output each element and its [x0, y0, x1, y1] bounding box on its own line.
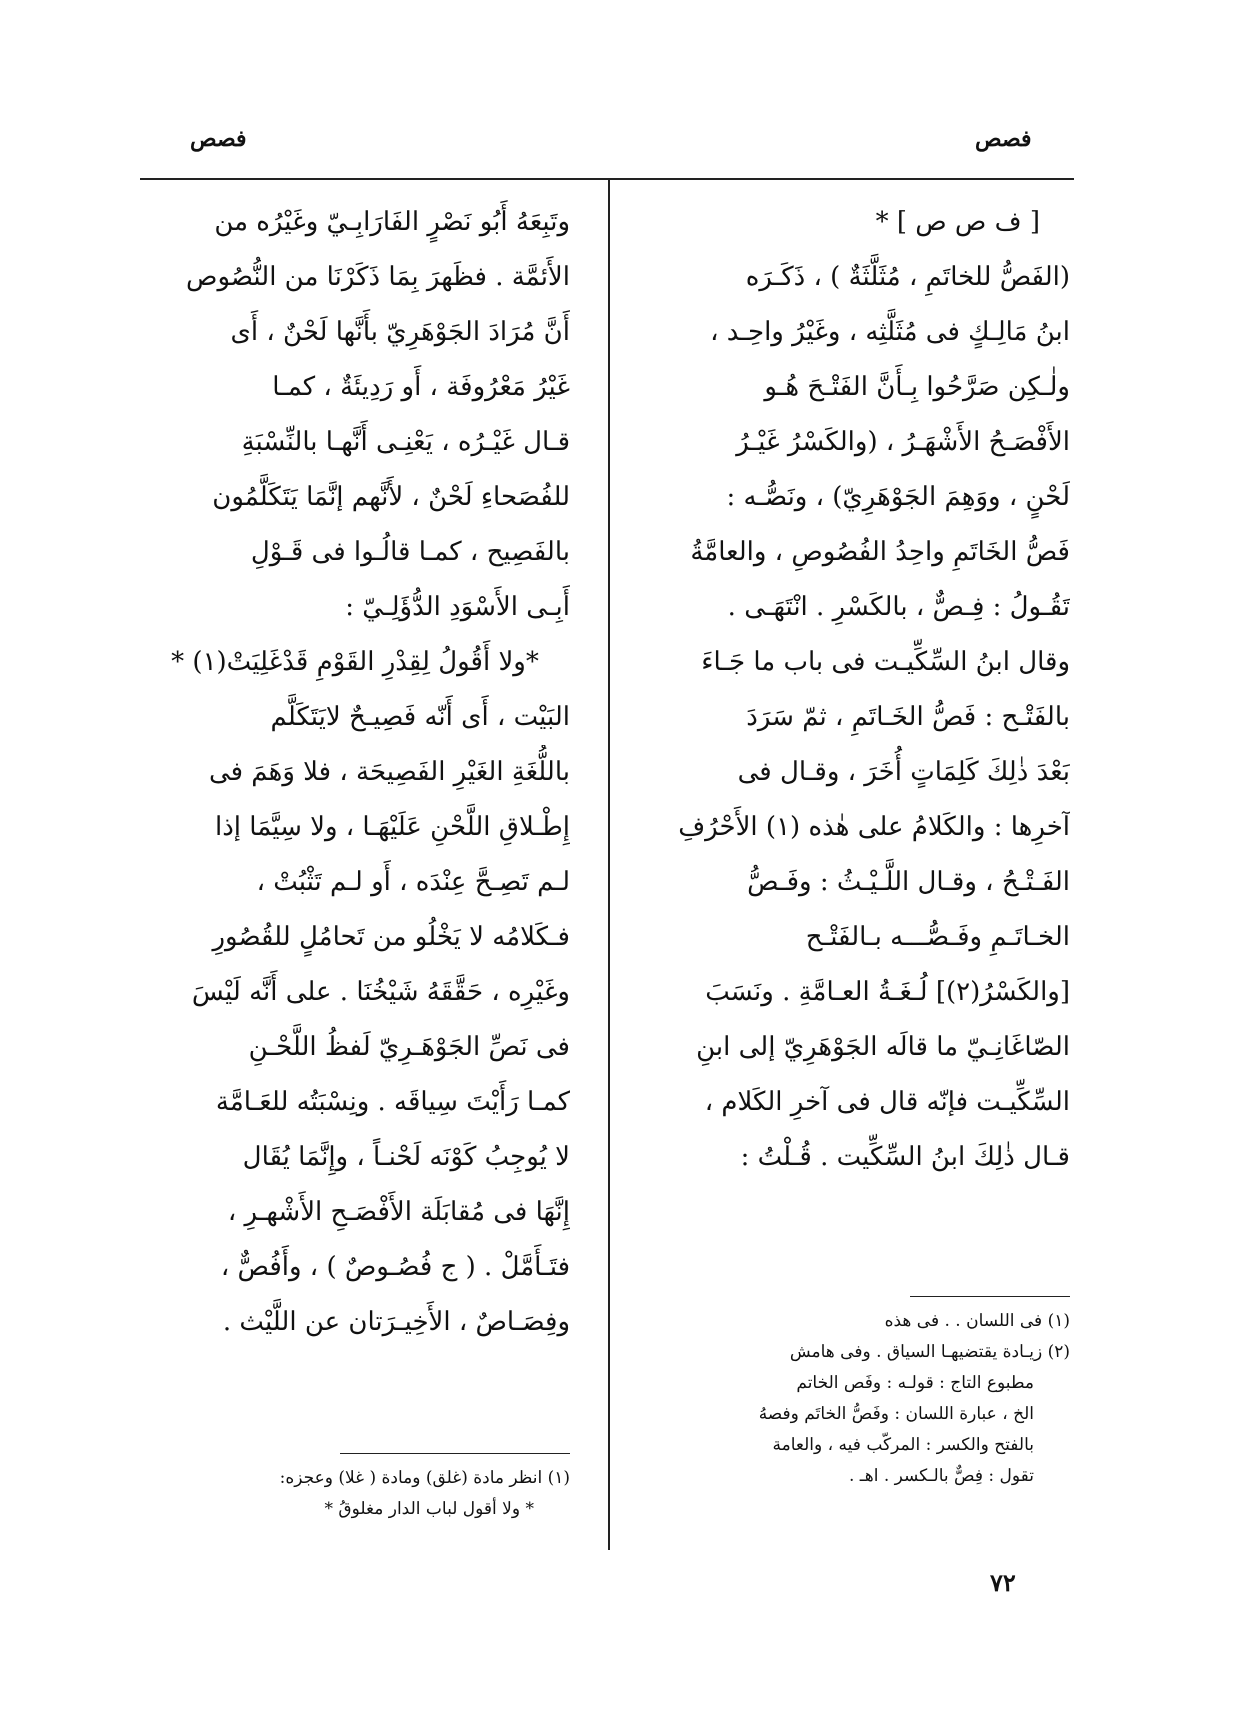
text-line: (الفَصُّ للخاتَمِ ، مُثَلَّثَةٌ ) ، ذَكَـرَه: [745, 262, 1070, 292]
text-line: الأَئمَّة . فظَهرَ بِمَا ذَكَرْنَا من النُّصُوص: [186, 262, 570, 292]
footnote-line: (١) فى اللسان . . فى هذه: [884, 1311, 1070, 1331]
text-line: ولٰـكِن صَرَّحُوا بِـأَنَّ الفَتْـحَ هُـو: [764, 372, 1070, 402]
text-line: [والكَسْرُ(٢)] لُـغَـةُ العـامَّةِ . ونَسَبَ: [705, 977, 1070, 1007]
text-line: لَحْنٍ ، ووَهِمَ الجَوْهَرِيّ) ، ونَصُّـه :: [726, 482, 1070, 512]
footnote-rule-right: [910, 1296, 1070, 1297]
footnote-line: مطبوع التاج : قولـه : وفَص الخاتم: [796, 1373, 1034, 1393]
text-line: فى نَصِّ الجَوْهَـرِيّ لَفظُ اللَّحْـنِ: [248, 1032, 570, 1062]
footnote-line: (١) انظر مادة (غلق) ومادة ( غلا) وعجزه:: [279, 1468, 570, 1488]
text-line: كمـا رَأَيْتَ سِياقَه . ونِسْبَتُه للعَـامَّة: [215, 1087, 570, 1117]
text-line: أَنَّ مُرَادَ الجَوْهَرِيّ بأَنَّها لَحْنٌ ، أَى: [230, 317, 570, 347]
footnote-line: الخ ، عبارة اللسان : وفَصُّ الخاتَم وفصهُ: [758, 1404, 1034, 1424]
text-line: فتَـأَمَّلْ . ( ج فُصُـوصٌ ) ، وأَفُصٌّ ،: [220, 1252, 570, 1282]
header-rule: [140, 178, 1074, 180]
footnote-rule-left: [340, 1453, 570, 1454]
text-line: للفُصَحاءِ لَحْنٌ ، لأَنَّهم إنَّمَا يَتَكَلَّمُون: [212, 482, 570, 512]
text-line: إِطْـلاقِ اللَّحْنِ عَلَيْهَـا ، ولا سِيَّمَا إذا: [214, 812, 570, 842]
running-head-right: فصص: [975, 126, 1032, 152]
text-line: وفِصَـاصٌ ، الأَخِيـرَتان عن اللَّيْث .: [222, 1307, 570, 1337]
left-footnotes: [140, 1463, 570, 1525]
text-line: البَيْت ، أَى أَنّه فَصِيـحٌ لايَتَكَلَّم: [270, 702, 570, 732]
text-line: فَصُّ الخَاتَمِ واحِدُ الفُصُوصِ ، والعامَّةُ: [690, 537, 1070, 567]
text-line: بَعْدَ ذٰلِكَ كَلِمَاتٍ أُخَرَ ، وقـال فى: [737, 757, 1070, 787]
text-line: لا يُوجِبُ كَوْنَه لَحْنـاً ، وإِنَّمَا يُقَال: [242, 1142, 570, 1172]
left-text-column: [140, 195, 570, 1350]
text-line: بالفَصِيح ، كمـا قالُـوا فى قَـوْلِ: [250, 537, 570, 567]
text-line: الخـاتَـمِ وفَـصُّـــه بـالفَتْـح: [805, 922, 1070, 952]
entry-root-heading: [ ف ص ص ] *: [875, 207, 1040, 237]
verse-line: *ولا أَقُولُ لِقِدْرِ القَوْمِ قَدْغَلِيَتْ(١) *: [171, 647, 539, 677]
text-line: قـال ذٰلِكَ ابنُ السِّكِّيت . قُـلْتُ :: [740, 1142, 1070, 1172]
column-divider: [608, 180, 610, 1550]
text-line: الفَـتْـحُ ، وقـال اللَّـيْـثُ : وفَـصُّ: [747, 867, 1070, 897]
text-line: آخرِها : والكَلامُ على هٰذه (١) الأَحْرُفِ: [678, 812, 1070, 842]
footnote-line: بالفتح والكسر : المركّب فيه ، والعامة: [772, 1435, 1034, 1455]
text-line: السِّكِّيـت فإنّه قال فى آخرِ الكَلام ،: [704, 1087, 1070, 1117]
text-line: فـكَلامُه لا يَخْلُو من تَحامُلٍ للقُصُورِ: [212, 922, 570, 952]
text-line: وتَبِعَهُ أَبُو نَصْرٍ الفَارَابِـيّ وغَيْرُه من: [214, 207, 570, 237]
text-line: غَيْرُ مَعْرُوفَة ، أَو رَدِيئَةٌ ، كمـا: [272, 372, 570, 402]
text-line: ابنُ مَالِـكٍ فى مُثَلَّثِه ، وغَيْرُ واحِـد ،: [710, 317, 1070, 347]
text-line: وقال ابنُ السِّكِّيـت فى باب ما جَـاءَ: [701, 647, 1070, 677]
text-line: بالفَتْـح : فَصُّ الخَـاتَمِ ، ثمّ سَرَدَ: [746, 702, 1070, 732]
text-line: وغَيْرِه ، حَقَّقَهُ شَيْخُنَا . على أَنَّه لَيْسَ: [191, 977, 570, 1007]
footnote-line: تقول : فِصٌّ بالـكسر . اهـ .: [848, 1466, 1034, 1486]
running-head-left: فصص: [190, 126, 247, 152]
right-text-column: [640, 195, 1070, 1185]
footnote-line: (٢) زيـادة يقتضيهـا السياق . وفى هامش: [789, 1342, 1070, 1362]
text-line: إِنَّهَا فى مُقابَلَة الأَفْصَـحِ الأَشْهـرِ ،: [227, 1197, 570, 1227]
text-line: الأَفْصَـحُ الأَشْهَـرُ ، (والكَسْرُ غَيْـرُ: [736, 427, 1070, 457]
footnote-line: * ولا أقول لباب الدار مغلوقُ *: [324, 1499, 534, 1519]
text-line: أَبِـى الأَسْوَدِ الدُّؤَلِـيّ :: [345, 592, 570, 622]
page-number: ٧٢: [990, 1568, 1016, 1597]
text-line: تَقُـولُ : فِـصٌّ ، بالكَسْرِ . انْتَهَـى .: [727, 592, 1070, 622]
text-line: لـم تَصِـحَّ عِنْدَه ، أَو لـم تَثْبُتْ ،: [256, 867, 570, 897]
text-line: قـال غَيْـرُه ، يَعْنِـى أَنَّهـا بالنِّسْبَةِ: [241, 427, 570, 457]
right-footnotes: [640, 1306, 1070, 1492]
text-line: باللُّغَةِ الغَيْرِ الفَصِيحَة ، فلا وَهَمَ فى: [208, 757, 570, 787]
text-line: الصّاغَانِـيّ ما قالَه الجَوْهَرِيّ إلى ابنِ: [696, 1032, 1070, 1062]
